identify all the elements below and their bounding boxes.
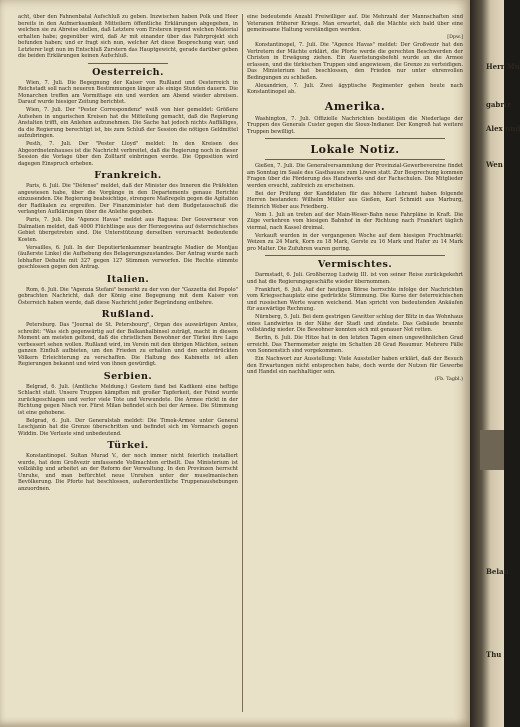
section-title-serbia: Serbien. <box>103 370 153 382</box>
austria-paragraph-3: Pesth, 7. Juli. Der "Pester Lloyd" meldet: In den Kreisen des Abgeordnetenhauses ist die Nachricht verbreitet, daß die Regierung noch in dieser Session die Vorlage über den Zolltarif einbringen werde. Die Opposition wird dagegen Einspruch erheben. <box>18 141 238 167</box>
source-signature: [Dpw.] <box>447 35 463 40</box>
france-paragraph-3: Versailles, 6. Juli. In der Deputiertenkammer beantragte Madier de Montjau (äußerste Linke) die Aufhebung des Belagerungszustandes. Der Antrag wurde nach lebhafter Debatte mit 327 gegen 127 Stimmen verworfen. Die Rechte stimmte geschlossen gegen den Antrag. <box>18 244 238 270</box>
serbia-paragraph-1: Belgrad, 6. Juli. (Amtliche Meldung.) Gestern fand bei Kadikeni eine heftige Schlacht statt. Unsere Truppen kämpften mit großer Tapferkeit, der Feind wurde zurückgeschlagen und verlor viele Tote und Verwundete. Die Armee rückt in der Richtung gegen Nisch vor. Fürst Milan befindet sich bei der Armee. Die Stimmung ist eine gehobene. <box>18 383 238 416</box>
serbia-paragraph-2: Belgrad, 6. Juli. Der Generalstab meldet: Die Timok-Armee unter General Leschjanin hat die Grenze überschritten und befindet sich im Vormarsch gegen Widdin. Die Verluste sind unbedeutend. <box>18 417 238 437</box>
misc-paragraph-1: Darmstadt, 6. Juli. Großherzog Ludwig III. ist von seiner Reise zurückgekehrt und hat die Regierungsgeschäfte wieder übernommen. <box>247 272 463 285</box>
section-divider <box>265 159 445 160</box>
italy-paragraph-1: Rom, 6. Juli. Die "Agenzia Stefani" bemerkt zu der von der "Gazzetta del Popolo" gebrachten Nachricht, daß der König eine Begegnung mit dem Kaiser von Österreich haben werde, daß diese Nachricht jeder Begründung entbehre. <box>18 286 238 306</box>
closing-signature: (Fb. Tagbl.) <box>434 377 463 382</box>
section-title-russia: Rußland. <box>101 309 155 320</box>
column-rule <box>242 14 243 712</box>
austria-paragraph-2: Wien, 7. Juli. Der "Pester Correspondenz" weiß von hier gemeldet: Größere Aufsehen in ungarischen Kreisen hat die Mitteilung gemacht, daß die Regierung Anstalten trifft, ein Anlehen aufzunehmen. Die Sache hat jedoch nichts Auffälliges, da die Regierung berechtigt ist, bis zum Schluß der Session die nötigen Geldmittel aufzubringen. <box>18 107 238 139</box>
adjacent-page-fragment: gabriz <box>486 100 511 109</box>
section-title-turkey: Türkei. <box>107 440 149 451</box>
section-divider <box>265 138 445 139</box>
france-paragraph-2: Paris, 7. Juli. Die "Agence Havas" meldet aus Ragusa: Der Gouverneur von Dalmatien meldet, daß 4000 Flüchtlinge aus der Herzegowina auf österreichisches Gebiet übergetreten sind. Die Unterstützung derselben verursacht bedeutende Kosten. <box>18 217 238 243</box>
misc-paragraph-4: Berlin, 6. Juli. Die Hitze hat in den letzten Tagen einen ungewöhnlichen Grad erreicht. Das Thermometer zeigte im Schatten 28 Grad Reaumur. Mehrere Fälle von Sonnenstich sind vorgekommen. <box>247 335 463 354</box>
austria-paragraph-1: Wien, 7. Juli. Die Begegnung der Kaiser von Rußland und Oesterreich in Reichstadt soll nach neueren Bestimmungen länger als einige Stunden dauern. Die Monarchen treffen am Vormittage ein und werden am Abend wieder abreisen. Darauf wurde hiesiger Zeitung berichtet. <box>18 79 238 105</box>
section-divider <box>88 63 168 64</box>
section-title-italy: Italien. <box>106 273 150 285</box>
france-paragraph-1: Paris, 6. Juli. Die "Défense" meldet, daß der Minister des Inneren die Präfekten angewiesen habe, über die Vorgänge in den Departements genaue Berichte einzusenden. Die Regierung beabsichtige, strengere Maßregeln gegen die Agitation der Radikalen zu ergreifen. Der Finanzminister hat dem Budgetausschuß die verlangten Aufklärungen über die Anleihe gegeben. <box>18 183 239 215</box>
section-title-austria: Oesterreich. <box>92 66 164 78</box>
adjacent-page-fragment: Alex und <box>486 124 520 133</box>
america-paragraph-1: Washington, 7. Juli. Offizielle Nachrichten bestätigen die Niederlage der Truppen des Generals Custer gegen die Sioux-Indianer. Der Kongreß hat weitere Truppen bewilligt. <box>247 115 463 135</box>
section-title-miscellaneous: Vermischtes. <box>317 259 393 270</box>
misc-paragraph-5: Ein Nachwort zur Ausstellung: Viele Aussteller haben erklärt, daß der Besuch den Erwartungen nicht entsprochen habe, doch werde der Nutzen für Gewerbe und Handel ein nachhaltiger sein. <box>247 356 463 375</box>
section-title-france: Frankreich. <box>94 170 162 181</box>
gutter-shadow-band <box>480 430 504 470</box>
book-gutter <box>470 0 504 727</box>
left-intro-paragraph: acht, über den Fahnenbatal Aufschluß zu geben. Inzwischen haben Polk und Heer bereits in den Aufmerksamkeit Mitteilern öffentliche Erklärungen abgegeben, in welchen sie zu Abreise stellen, daß Letztere vom Ersteren irgend welchen Material erhalten habe; gegenüber wird, daß Ar mit einander über das Fahrprojekt sich befunden haben; und er fragt sich nun, welcher Art diese Besprechung war; und Letzterer legt nun im Entschluß Zurstern das Hauptgewicht, gerade darüber geben die beiden Erklärungen keinen Aufschluß. <box>18 14 238 59</box>
constantinople-paragraph: Konstantinopel, 7. Juli. Die "Agence Havas" meldet: Der Großvezir hat den Vertretern der Mächte erklärt, die Pforte werde die gerechten Beschwerden der Christen in Erwägung ziehen. Ein Ausrüstungsbefehl wurde an die Armee erlassen, und die türkischen Truppen sind angewiesen, die Grenze zu verteidigen. Das Ministerium hat beschlossen, den Frieden nur unter ehrenvollen Bedingungen zu schließen. <box>247 42 463 81</box>
alexandria-paragraph: Alexandrien, 7. Juli. Zwei ägyptische Regimenter gehen heute nach Konstantinopel ab. <box>247 82 463 95</box>
section-title-local-news: Lokale Notiz. <box>310 143 400 156</box>
adjacent-page-fragment: Herr Mu <box>486 62 520 71</box>
right-column <box>247 14 463 384</box>
local-paragraph-3: Vom 1. Juli an treten auf der Main-Weser-Bahn neue Fahrpläne in Kraft. Die Züge verkehren vom hiesigen Bahnhof in der Richtung nach Frankfurt täglich viermal, nach Kassel dreimal. <box>247 211 463 231</box>
local-paragraph-1: Gießen, 7. Juli. Die Generalversammlung der Provinzial-Gewerbevereine findet am Sonntag im Saale des Gasthauses zum Löwen statt. Zur Besprechung kommen Fragen über die Förderung des Handwerks und der Fachschulen. Die Mitglieder werden ersucht, zahlreich zu erscheinen. <box>247 163 463 189</box>
right-intro-paragraph: eine bedeutende Anzahl Freiwilliger auf. Die Mehrzahl der Mannschaften sind Veteranen früherer Kriege. Man erwartet, daß die Mächte sich bald über eine gemeinsame Haltung verständigen werden. <box>247 14 463 33</box>
misc-paragraph-2: Frankfurt, 6. Juli. Auf der heutigen Börse herrschte infolge der Nachrichten vom Kriegsschauplatz eine gedrückte Stimmung. Die Kurse der österreichischen und russischen Werte waren weichend. Man spricht von bedeutenden Ankäufen für auswärtige Rechnung. <box>247 286 463 312</box>
adjacent-page-fragment: Wen <box>486 160 503 169</box>
section-title-america: Amerika. <box>324 99 386 113</box>
adjacent-page-fragment: Thu <box>486 650 502 659</box>
local-paragraph-2: Bei der Prüfung der Kandidaten für das höhere Lehramt haben folgende Herren bestanden: Wilhelm Müller aus Gießen, Karl Schmidt aus Marburg, Heinrich Weber aus Friedberg. <box>247 190 463 210</box>
section-divider <box>265 255 445 256</box>
russia-paragraph-1: Petersburg. Das "Journal de St. Petersbourg", Organ des auswärtigen Amtes, schreibt: "Was sich gegenwärtig auf der Balkanhalbinsel zuträgt, macht in diesem Moment am meisten geltend, daß die christlichen Bewohner der Türkei ihre Lage verbessert sehen wollen. Rußland wird, im Verein mit den übrigen Mächten, seinen ganzen Einfluß aufbieten, um den Frieden zu erhalten und den unterdrückten Völkern Erleichterung zu verschaffen. Die Haltung des Kabinetts ist allen Regierungen bekannt und wird von ihnen gewürdigt. <box>18 322 238 367</box>
misc-paragraph-3: Nürnberg, 5. Juli. Bei dem gestrigen Gewitter schlug der Blitz in das Wohnhaus eines Landwirtes in der Nähe der Stadt und zündete. Das Gebäude brannte vollständig nieder. Die Bewohner konnten sich mit genauer Not retten. <box>247 314 464 333</box>
adjacent-page-fragment: Belan <box>486 567 509 576</box>
turkey-paragraph-1: Konstantinopel. Sultan Murad V., der noch immer nicht feierlich installiert wurde, hat dem Großvezir umfassende Vollmachten ertheilt. Das Ministerium ist vollzählig und arbeitet an der Reform der Verwaltung. In den Provinzen herrscht Unruhe, und man befürchtet neue Unruhen unter der muselmanischen Bevölkerung. Die Pforte hat beschlossen, außerordentliche Truppenaushebungen anzuordnen. <box>18 453 238 492</box>
left-column <box>18 14 238 494</box>
local-paragraph-4: Verkauft wurden in der vergangenen Woche auf dem hiesigen Fruchtmarkt: Weizen zu 24 Mark, Korn zu 18 Mark, Gerste zu 16 Mark und Hafer zu 14 Mark pro Malter. Die Zufuhren waren gering. <box>247 232 463 252</box>
